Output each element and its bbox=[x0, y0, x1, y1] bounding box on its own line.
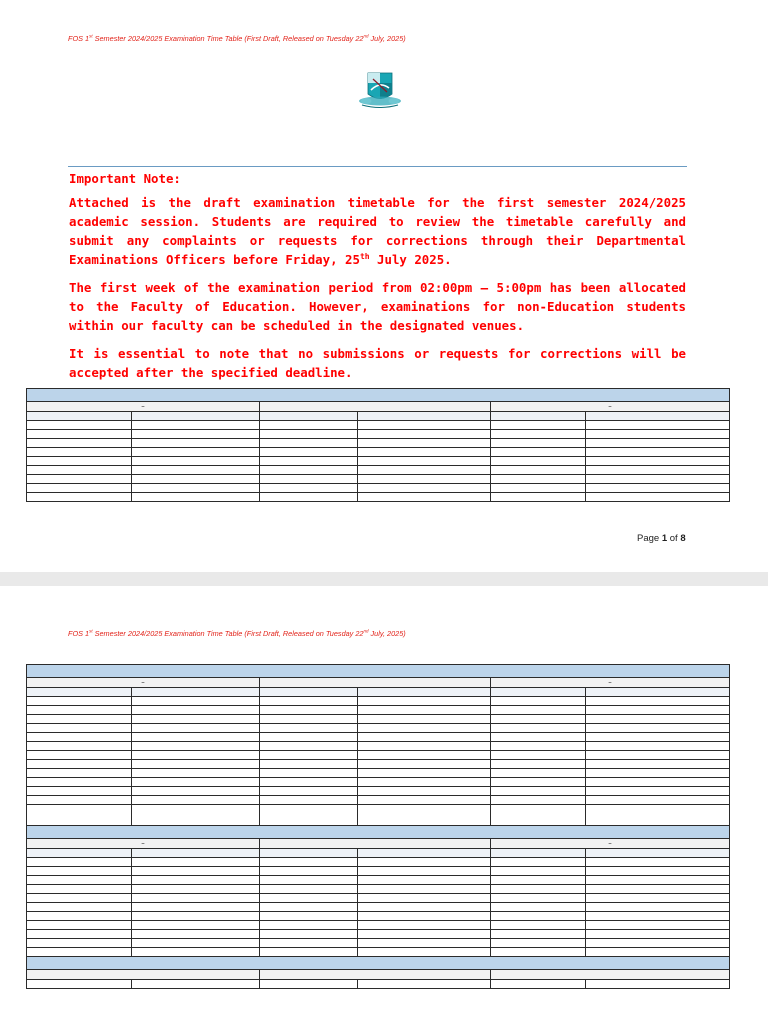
table-row bbox=[27, 858, 730, 867]
table-row bbox=[27, 724, 730, 733]
important-note bbox=[69, 169, 686, 382]
table-band-row bbox=[27, 826, 730, 839]
running-header bbox=[68, 34, 406, 43]
running-header bbox=[68, 629, 406, 638]
table-row bbox=[27, 939, 730, 948]
table-row bbox=[27, 448, 730, 457]
table-row bbox=[27, 715, 730, 724]
header-text-3: July, 2025) bbox=[368, 629, 406, 638]
table-row bbox=[27, 903, 730, 912]
table-row bbox=[27, 457, 730, 466]
table-row bbox=[27, 484, 730, 493]
header-text: FOS 1 bbox=[68, 629, 90, 638]
table-row bbox=[27, 921, 730, 930]
header-text-2: Semester 2024/2025 Examination Time Table (First Draft, Released on Tuesday 22 bbox=[92, 629, 364, 638]
table-row bbox=[27, 778, 730, 787]
university-crest-logo bbox=[356, 70, 404, 110]
header-sup-2: nd bbox=[363, 33, 369, 39]
table-row bbox=[27, 867, 730, 876]
table-row bbox=[27, 930, 730, 939]
page-number: Page 1 of 8 bbox=[637, 533, 686, 544]
table-row bbox=[27, 876, 730, 885]
table-row bbox=[27, 894, 730, 903]
exam-timetable-table bbox=[26, 388, 730, 502]
table-row bbox=[27, 787, 730, 796]
table-row bbox=[27, 697, 730, 706]
header-text-3: July, 2025) bbox=[368, 34, 406, 43]
table-row bbox=[27, 475, 730, 484]
table-session-row bbox=[27, 839, 730, 849]
table-session-row bbox=[27, 678, 730, 688]
table-row bbox=[27, 706, 730, 715]
table-row bbox=[27, 796, 730, 805]
table-row bbox=[27, 493, 730, 502]
table-row bbox=[27, 760, 730, 769]
session-dash: – bbox=[27, 402, 260, 412]
table-row bbox=[27, 769, 730, 778]
header-text: FOS 1 bbox=[68, 34, 90, 43]
table-header-row bbox=[27, 849, 730, 858]
table-band-row bbox=[27, 957, 730, 970]
table-row bbox=[27, 751, 730, 760]
header-sup-2: nd bbox=[363, 628, 369, 634]
table-band-row bbox=[27, 665, 730, 678]
page-2 bbox=[0, 586, 768, 1024]
session-dash: – bbox=[491, 678, 730, 688]
exam-timetable-table bbox=[26, 664, 730, 989]
session-dash: – bbox=[491, 839, 730, 849]
session-dash: – bbox=[27, 678, 260, 688]
table-row bbox=[27, 805, 730, 826]
table-session-row bbox=[27, 970, 730, 980]
table-row bbox=[27, 742, 730, 751]
table-row bbox=[27, 885, 730, 894]
session-dash: – bbox=[27, 839, 260, 849]
note-title: Important Note: bbox=[69, 171, 181, 186]
table-row bbox=[27, 430, 730, 439]
note-paragraph-2: The first week of the examination period from 02:00pm – 5:00pm has been allocated to the Faculty of Education. However, examinations for non-Education students within our faculty can be scheduled in the designated venues. bbox=[69, 280, 686, 333]
table-row bbox=[27, 466, 730, 475]
table-row bbox=[27, 912, 730, 921]
table-band-row bbox=[27, 389, 730, 402]
session-dash: – bbox=[491, 402, 730, 412]
table-row bbox=[27, 733, 730, 742]
header-text-2: Semester 2024/2025 Examination Time Table (First Draft, Released on Tuesday 22 bbox=[92, 34, 364, 43]
header-sup: st bbox=[89, 628, 93, 634]
table-row bbox=[27, 421, 730, 430]
table-header-row bbox=[27, 688, 730, 697]
table-row bbox=[27, 439, 730, 448]
table-row bbox=[27, 948, 730, 957]
note-paragraph-3: It is essential to note that no submissions or requests for corrections will be accepted after the specified deadline. bbox=[69, 346, 686, 380]
table-row bbox=[27, 980, 730, 989]
table-session-row bbox=[27, 402, 730, 412]
divider-line bbox=[68, 166, 687, 167]
table-header-row bbox=[27, 412, 730, 421]
header-sup: st bbox=[89, 33, 93, 39]
note-paragraph-1: Attached is the draft examination timetable for the first semester 2024/2025 academic session. Students are required to review the timetable carefully and submit any complaints or requests for corrections through their Departmental Examinations Officers before Friday, 25th July 2025. bbox=[69, 195, 686, 267]
